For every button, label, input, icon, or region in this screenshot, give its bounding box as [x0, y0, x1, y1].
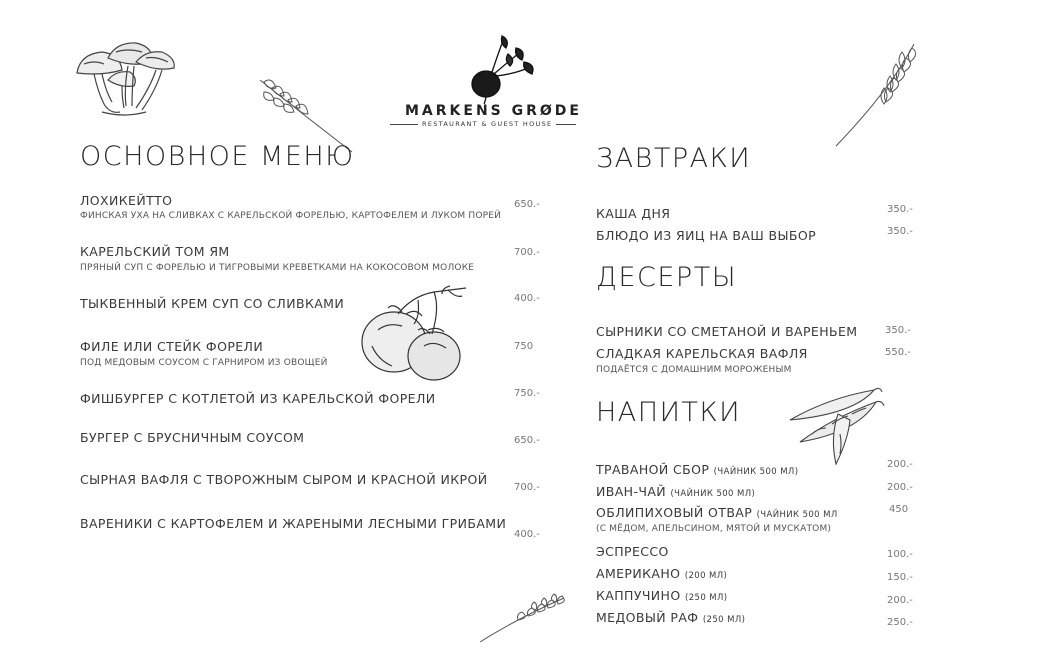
- drink-item-price: 100.-: [887, 549, 913, 560]
- logo-name: MARKENS GRØDE: [405, 103, 582, 119]
- drink-item-price: 200.-: [887, 595, 913, 606]
- drink-item-extra: (ЧАЙНИК 500 МЛ): [713, 467, 799, 477]
- mushrooms-illustration: [72, 40, 182, 120]
- drink-item-extra: (ЧАЙНИК 500 МЛ): [670, 489, 756, 499]
- menu-item-price: 750: [514, 341, 534, 352]
- menu-item-desc: ПРЯНЫЙ СУП С ФОРЕЛЬЮ И ТИГРОВЫМИ КРЕВЕТКАМИ НА КОКОСОВОМ МОЛОКЕ: [80, 263, 475, 273]
- drink-item: [596, 544, 669, 559]
- dessert-item-price: 550.-: [885, 347, 911, 358]
- drink-item-extra: (200 МЛ): [684, 571, 728, 581]
- menu-item-name: СЫРНАЯ ВАФЛЯ С ТВОРОЖНЫМ СЫРОМ И КРАСНОЙ ИКРОЙ: [80, 472, 488, 487]
- menu-item-price: 750.-: [514, 388, 540, 399]
- drink-item-price: 200.-: [887, 459, 913, 470]
- drink-item-price: 250.-: [887, 617, 913, 628]
- drink-item-note: (С МЁДОМ, АПЕЛЬСИНОМ, МЯТОЙ И МУСКАТОМ): [596, 524, 832, 534]
- breakfast-item-name: БЛЮДО ИЗ ЯИЦ НА ВАШ ВЫБОР: [596, 228, 817, 243]
- drink-item-name: КАППУЧИНО: [596, 588, 681, 603]
- breakfast-item-name: КАША ДНЯ: [596, 206, 671, 221]
- dessert-item-price: 350.-: [885, 325, 911, 336]
- menu-item-price: 650.-: [514, 199, 540, 210]
- menu-item-desc: ФИНСКАЯ УХА НА СЛИВКАХ С КАРЕЛЬСКОЙ ФОРЕЛЬЮ, КАРТОФЕЛЕМ И ЛУКОМ ПОРЕЙ: [80, 211, 502, 221]
- drink-item-name: ОБЛИПИХОВЫЙ ОТВАР: [596, 505, 753, 520]
- drink-item-price: 450: [889, 504, 909, 515]
- menu-item-name: ЛОХИКЕЙТТО: [80, 193, 173, 208]
- logo-subtitle: RESTAURANT & GUEST HOUSE: [418, 120, 556, 128]
- drink-item-name: МЕДОВЫЙ РАФ: [596, 610, 699, 625]
- breakfast-item-price: 350.-: [887, 226, 913, 237]
- beet-logo-icon: [458, 34, 538, 104]
- menu-item-price: 400.-: [514, 529, 540, 540]
- drink-item: [596, 484, 755, 499]
- menu-item-price: 400.-: [514, 293, 540, 304]
- menu-item-name: ТЫКВЕННЫЙ КРЕМ СУП СО СЛИВКАМИ: [80, 296, 345, 311]
- menu-item-name: ФИЛЕ ИЛИ СТЕЙК ФОРЕЛИ: [80, 339, 264, 354]
- drink-item-name: ИВАН-ЧАЙ: [596, 484, 667, 499]
- drink-item: [596, 505, 838, 520]
- drink-item-extra: (250 МЛ): [702, 615, 746, 625]
- breakfast-title: ЗАВТРАКИ: [596, 143, 752, 174]
- dessert-item-note: ПОДАЁТСЯ С ДОМАШНИМ МОРОЖЕНЫМ: [596, 365, 792, 375]
- menu-item-price: 700.-: [514, 247, 540, 258]
- drink-item-extra: (250 МЛ): [684, 593, 728, 603]
- drink-item: [596, 588, 727, 603]
- menu-item-desc: ПОД МЕДОВЫМ СОУСОМ С ГАРНИРОМ ИЗ ОВОЩЕЙ: [80, 358, 328, 368]
- drink-item-name: ТРАВАНОЙ СБОР: [596, 462, 710, 477]
- drink-item: [596, 462, 798, 477]
- menu-item-name: ФИШБУРГЕР С КОТЛЕТОЙ ИЗ КАРЕЛЬСКОЙ ФОРЕЛИ: [80, 391, 436, 406]
- menu-item-name: КАРЕЛЬСКИЙ ТОМ ЯМ: [80, 244, 230, 259]
- desserts-title: ДЕСЕРТЫ: [596, 262, 738, 293]
- drink-item-name: АМЕРИКАНО: [596, 566, 681, 581]
- main-menu-title: ОСНОВНОЕ МЕНЮ: [80, 141, 355, 172]
- dessert-item-name: СЛАДКАЯ КАРЕЛЬСКАЯ ВАФЛЯ: [596, 346, 808, 361]
- breakfast-item-price: 350.-: [887, 204, 913, 215]
- drink-item: [596, 566, 727, 581]
- menu-item-price: 700.-: [514, 482, 540, 493]
- menu-item-name: ВАРЕНИКИ С КАРТОФЕЛЕМ И ЖАРЕНЫМИ ЛЕСНЫМИ ГРИБАМИ: [80, 516, 507, 531]
- drink-item-extra: (ЧАЙНИК 500 МЛ: [756, 510, 838, 520]
- drink-item-name: ЭСПРЕССО: [596, 544, 669, 559]
- drink-item-price: 200.-: [887, 482, 913, 493]
- drink-item-price: 150.-: [887, 572, 913, 583]
- menu-item-price: 650.-: [514, 435, 540, 446]
- drink-item: [596, 610, 745, 625]
- tomatoes-illustration: [358, 286, 470, 386]
- menu-item-name: БУРГЕР С БРУСНИЧНЫМ СОУСОМ: [80, 430, 305, 445]
- drinks-title: НАПИТКИ: [596, 397, 742, 428]
- peas-illustration: [788, 384, 884, 470]
- wheat-illustration: [478, 594, 568, 644]
- dessert-item-name: СЫРНИКИ СО СМЕТАНОЙ И ВАРЕНЬЕМ: [596, 324, 858, 339]
- wheat-illustration: [830, 40, 920, 148]
